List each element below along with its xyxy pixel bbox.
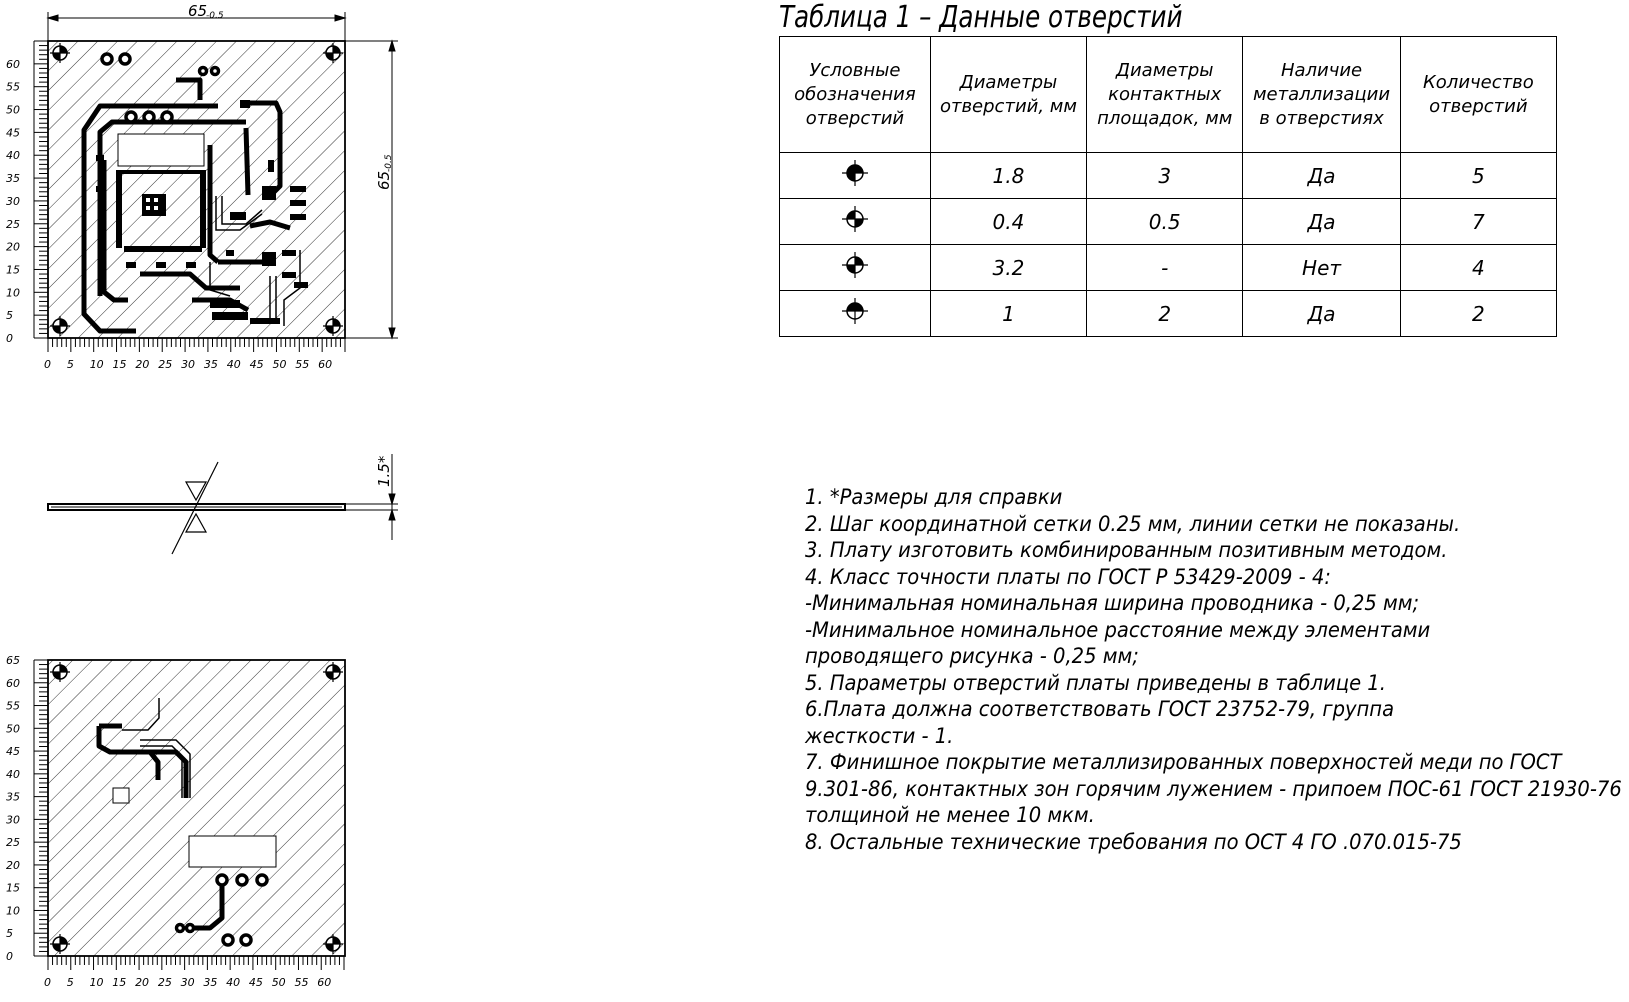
note-line: 2. Шаг координатной сетки 0.25 мм, линии сетки не показаны. — [805, 511, 1461, 536]
ruler-y-label: 0 — [6, 950, 13, 963]
height-dimension: 65 — [375, 170, 393, 190]
ruler-x-label: 55 — [294, 976, 309, 989]
ruler-x-label: 15 — [112, 358, 127, 371]
ruler-y-labels-top — [6, 58, 20, 345]
table-row — [780, 245, 1557, 291]
cutout-small — [113, 788, 129, 803]
ruler-y-label: 50 — [6, 722, 20, 736]
table-row — [780, 199, 1557, 245]
ruler-x-label: 10 — [89, 358, 104, 371]
note-line: 7. Финишное покрытие металлизированных поверхностей меди по ГОСТ — [805, 750, 1562, 774]
note-line: -Минимальная номинальная ширина проводника - 0,25 мм; — [805, 591, 1420, 615]
pad-diameter: - — [1087, 245, 1243, 291]
hole-symbol-cell — [780, 153, 931, 199]
ruler-x-bottom — [48, 956, 344, 970]
ruler-x-label: 25 — [157, 976, 172, 989]
ruler-y-labels-bottom — [6, 654, 20, 963]
hole-symbol-d-icon — [841, 297, 869, 325]
ruler-y-label: 60 — [6, 676, 20, 690]
ruler-y-label: 15 — [6, 881, 20, 895]
header-count: Количество отверстий — [1400, 37, 1556, 153]
note-line: 9.301-86, контактных зон горячим лужением - припоем ПОС-61 ГОСТ 21930-76 — [805, 776, 1622, 801]
ruler-x-label: 20 — [135, 976, 150, 989]
ruler-x-label: 60 — [318, 358, 333, 371]
top-view — [48, 41, 345, 338]
ruler-y-label: 15 — [6, 263, 20, 277]
hole-diameter: 0.4 — [930, 199, 1086, 245]
header-symbol: Условные обозначения отверстий — [780, 37, 931, 153]
ruler-y-bottom — [34, 660, 48, 956]
ruler-y-label: 65 — [6, 654, 20, 667]
board-outline-bottom — [48, 660, 345, 956]
ruler-x-label: 40 — [226, 358, 241, 371]
display-window — [118, 134, 204, 166]
header-pad: Диаметры контактных площадок, мм — [1087, 37, 1243, 153]
ruler-y-label: 30 — [6, 194, 20, 208]
note-line: 6.Плата должна соответствовать ГОСТ 23752-79, группа — [805, 697, 1395, 721]
hole-symbol-cell — [780, 291, 931, 337]
header-diameter: Диаметры отверстий, мм — [930, 37, 1086, 153]
hole-diameter: 3.2 — [930, 245, 1086, 291]
ruler-x-label: 35 — [203, 358, 218, 371]
ruler-x-labels-top — [44, 358, 332, 371]
ruler-x-top — [48, 338, 345, 352]
hole-count: 7 — [1400, 199, 1556, 245]
ruler-x-label: 10 — [89, 976, 104, 989]
ruler-x-label: 30 — [180, 976, 195, 989]
ruler-y-label: 10 — [6, 286, 20, 300]
header-plating: Наличие металлизации в отверстиях — [1243, 37, 1400, 153]
ruler-x-label: 35 — [203, 976, 218, 989]
ruler-y-label: 25 — [6, 217, 20, 231]
note-line: 1. *Размеры для справки — [805, 485, 1063, 509]
ruler-y-label: 55 — [6, 699, 20, 713]
side-view — [48, 454, 398, 554]
table-row — [780, 291, 1557, 337]
ruler-x-label: 40 — [226, 976, 241, 989]
hole-symbol-cell — [780, 199, 931, 245]
ruler-y-label: 60 — [6, 57, 20, 71]
width-tolerance: -0.5 — [206, 11, 224, 21]
ruler-y-label: 45 — [6, 126, 20, 140]
ruler-x-label: 60 — [317, 976, 332, 989]
ruler-x-label: 50 — [271, 976, 286, 989]
ruler-x-label: 5 — [66, 976, 74, 989]
ruler-x-label: 5 — [66, 358, 74, 371]
hole-symbol-b-icon — [841, 205, 869, 233]
ruler-x-label: 25 — [158, 358, 173, 371]
ruler-y-top — [34, 41, 48, 338]
width-dimension: 65 — [188, 2, 208, 20]
note-line: 4. Класс точности платы по ГОСТ Р 53429-2009 - 4: — [805, 564, 1331, 589]
ruler-y-label: 35 — [6, 172, 20, 186]
ruler-y-label: 25 — [6, 836, 20, 850]
pad-diameter: 0.5 — [1087, 199, 1243, 245]
ruler-x-label: 0 — [44, 976, 51, 989]
thickness-dimension: 1.5* — [375, 455, 393, 487]
ruler-y-label: 5 — [6, 309, 13, 323]
plating: Нет — [1243, 245, 1400, 291]
display-window-bottom — [189, 836, 276, 867]
ruler-x-label: 15 — [112, 976, 127, 989]
table-row — [780, 153, 1557, 199]
technical-requirements — [805, 484, 1629, 855]
ruler-x-label: 50 — [272, 358, 287, 371]
hole-count: 5 — [1400, 153, 1556, 199]
hole-symbol-a-icon — [841, 159, 869, 187]
ruler-y-label: 50 — [6, 103, 20, 117]
note-line: -Минимальное номинальное расстояние между элементами — [805, 617, 1431, 642]
ruler-y-label: 5 — [6, 927, 13, 941]
note-line: проводящего рисунка - 0,25 мм; — [805, 644, 1139, 668]
ruler-x-label: 55 — [295, 358, 310, 371]
height-dimension-group — [375, 154, 394, 190]
ruler-x-label: 45 — [248, 976, 263, 989]
ruler-y-label: 20 — [6, 858, 20, 872]
hole-diameter: 1.8 — [930, 153, 1086, 199]
note-line: 8. Остальные технические требования по ОСТ 4 ГО .070.015-75 — [805, 829, 1462, 854]
hole-count: 4 — [1400, 245, 1556, 291]
ruler-y-label: 40 — [6, 149, 20, 163]
hole-symbol-c-icon — [841, 251, 869, 279]
hole-count: 2 — [1400, 291, 1556, 337]
ruler-y-label: 40 — [6, 767, 20, 781]
ruler-x-label: 20 — [135, 358, 150, 371]
note-line: 5. Параметры отверстий платы приведены в таблице 1. — [805, 670, 1386, 695]
holes-table — [779, 36, 1557, 337]
ruler-x-label: 30 — [181, 358, 196, 371]
plating: Да — [1243, 291, 1400, 337]
ruler-x-label: 45 — [249, 358, 264, 371]
ruler-y-label: 10 — [6, 904, 20, 918]
height-tolerance: -0.5 — [384, 154, 394, 172]
ruler-y-label: 45 — [6, 745, 20, 759]
table-title: Таблица 1 – Данные отверстий — [779, 0, 1183, 35]
plating: Да — [1243, 199, 1400, 245]
bottom-view — [48, 660, 345, 956]
ruler-y-label: 0 — [6, 332, 13, 345]
hole-diameter: 1 — [930, 291, 1086, 337]
note-line: толщиной не менее 10 мкм. — [805, 803, 1095, 827]
pad-diameter: 3 — [1087, 153, 1243, 199]
ruler-y-label: 35 — [6, 790, 20, 804]
ruler-y-label: 30 — [6, 813, 20, 827]
note-line: 3. Плату изготовить комбинированным позитивным методом. — [805, 538, 1448, 562]
ruler-y-label: 55 — [6, 80, 20, 94]
ruler-x-labels-bottom — [44, 976, 331, 989]
ruler-x-label: 0 — [44, 358, 51, 371]
plating: Да — [1243, 153, 1400, 199]
table-header-row — [780, 37, 1557, 153]
pad-diameter: 2 — [1087, 291, 1243, 337]
ruler-y-label: 20 — [6, 240, 20, 254]
hole-symbol-cell — [780, 245, 931, 291]
note-line: жесткости - 1. — [805, 723, 954, 748]
